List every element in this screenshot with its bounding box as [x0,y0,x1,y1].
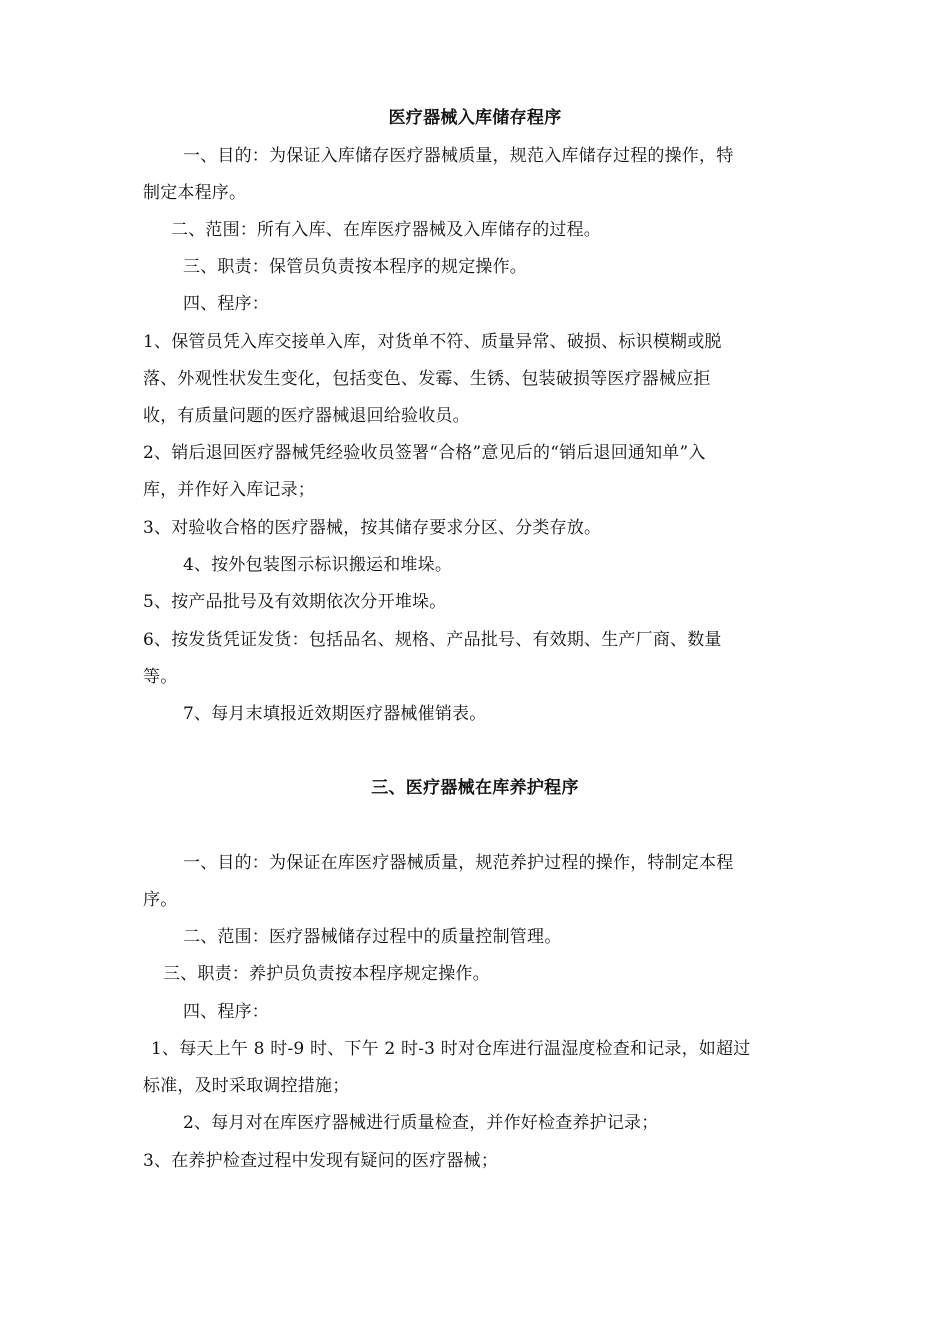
section2-scope: 二、范围：医疗器械储存过程中的质量控制管理。 [183,927,562,947]
section1-purpose-line2: 制定本程序。 [143,183,247,203]
section1-procedure-heading: 四、程序： [183,294,269,314]
section1-step6-line2: 等。 [143,667,178,687]
section1-duty: 三、职责：保管员负责按本程序的规定操作。 [183,257,527,277]
section1-step7: 7、每月末填报近效期医疗器械催销表。 [183,704,487,724]
section2-purpose-line1: 一、目的：为保证在库医疗器械质量，规范养护过程的操作，特制定本程 [183,853,734,873]
section2-step2: 2、每月对在库医疗器械进行质量检查，并作好检查养护记录； [183,1113,659,1133]
section1-title: 医疗器械入库储存程序 [388,108,562,128]
section1-step1-line1: 1、保管员凭入库交接单入库，对货单不符、质量异常、破损、标识模糊或脱 [143,332,722,352]
section1-step1-line3: 收，有质量问题的医疗器械退回给验收员。 [143,406,470,426]
section2-step1-line1: 1、每天上午 8 时-9 时、下午 2 时-3 时对仓库进行温湿度检查和记录，如超过 [151,1039,751,1059]
section2-purpose-line2: 序。 [143,890,178,910]
section1-step4: 4、按外包装图示标识搬运和堆垛。 [183,555,453,575]
section1-step2-line2: 库，并作好入库记录； [143,480,315,500]
section1-step6-line1: 6、按发货凭证发货：包括品名、规格、产品批号、有效期、生产厂商、数量 [143,630,722,650]
section2-step1-line2: 标准，及时采取调控措施； [143,1076,350,1096]
section2-title: 三、医疗器械在库养护程序 [371,778,579,798]
section2-procedure-heading: 四、程序： [183,1002,269,1022]
section1-step3: 3、对验收合格的医疗器械，按其储存要求分区、分类存放。 [143,518,602,538]
section2-step3: 3、在养护检查过程中发现有疑问的医疗器械； [143,1151,499,1171]
section1-step5: 5、按产品批号及有效期依次分开堆垛。 [143,592,447,612]
section2-duty: 三、职责：养护员负责按本程序规定操作。 [163,964,490,984]
section1-scope: 二、范围：所有入库、在库医疗器械及入库储存的过程。 [171,220,601,240]
section1-purpose-line1: 一、目的：为保证入库储存医疗器械质量，规范入库储存过程的操作，特 [183,146,734,166]
section1-step1-line2: 落、外观性状发生变化，包括变色、发霉、生锈、包装破损等医疗器械应拒 [143,369,711,389]
section1-step2-line1: 2、销后退回医疗器械凭经验收员签署“合格”意见后的“销后退回通知单”入 [143,443,706,463]
